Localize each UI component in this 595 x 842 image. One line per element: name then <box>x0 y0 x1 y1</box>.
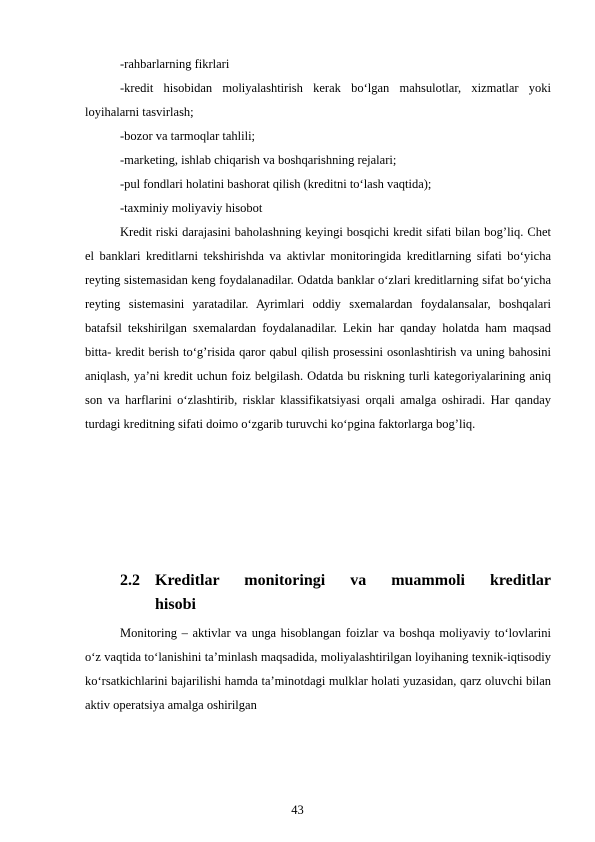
spacer <box>85 436 551 569</box>
list-item: -marketing, ishlab chiqarish va boshqarishning rejalari; <box>120 153 397 167</box>
document-page <box>85 52 551 717</box>
list-item: -pul fondlari holatini bashorat qilish (kreditni to‘lash vaqtida); <box>120 177 432 191</box>
list-item: -kredit hisobidan moliyalashtirish kerak bo‘lgan mahsulotlar, xizmatlar yoki loyihalarni tasvirlash; <box>85 81 551 119</box>
list-item: -taxminiy moliyaviy hisobot <box>120 201 263 215</box>
list-item: -bozor va tarmoqlar tahlili; <box>120 129 256 143</box>
section-title <box>155 569 551 617</box>
section-title-line-2: hisobi <box>155 596 196 613</box>
section-title-line-1: Kreditlar monitoringi va muammoli kreditlar <box>155 572 551 589</box>
page-number: 43 <box>291 803 304 817</box>
section-heading <box>85 569 551 617</box>
list-item: -rahbarlarning fikrlari <box>120 57 230 71</box>
body-paragraph: Kredit riski darajasini baholashning keyingi bosqichi kredit sifati bilan bog’liq. Chet el banklari kreditlarni tekshirishda va aktivlar monitoringida kreditlarning sifati bo‘yicha reyting sistemasidan keng foydalanadilar. Odatda banklar o‘zlari kreditlarning sifat bo‘yicha reyting sistemasini yaratadilar. Ayrimlari oddiy sxemalardan foydalansalar, boshqalari batafsil tekshirilgan sxemalardan foydalanadilar. Lekin har qanday holatda ham maqsad bitta- kredit berish to‘g’risida qaror qabul qilish prosessini osonlashtirish va uning bahosini aniqlash, ya’ni kredit uchun foiz belgilash. Odatda bu riskning turli kategoriyalarining aniq son va harflarini o‘zlashtirib, risklar klassifikatsiyasi orqali amalga oshiradi. Har qanday turdagi kreditning sifati doimo o‘zgarib turuvchi ko‘pgina faktorlarga bog’liq. <box>85 225 551 431</box>
body-paragraph: Monitoring – aktivlar va unga hisoblangan foizlar va boshqa moliyaviy to‘lovlarini o‘z vaqtida to‘lanishini ta’minlash maqsadida, moliyalashtirilgan loyihaning texnik-iqtisodiy ko‘rsatkichlarini bajarilishi hamda ta’minotdagi mulklar holati yuzasidan, qarz oluvchi bilan aktiv operatsiya amalga oshirilgan <box>85 626 551 712</box>
section-number: 2.2 <box>120 572 140 589</box>
